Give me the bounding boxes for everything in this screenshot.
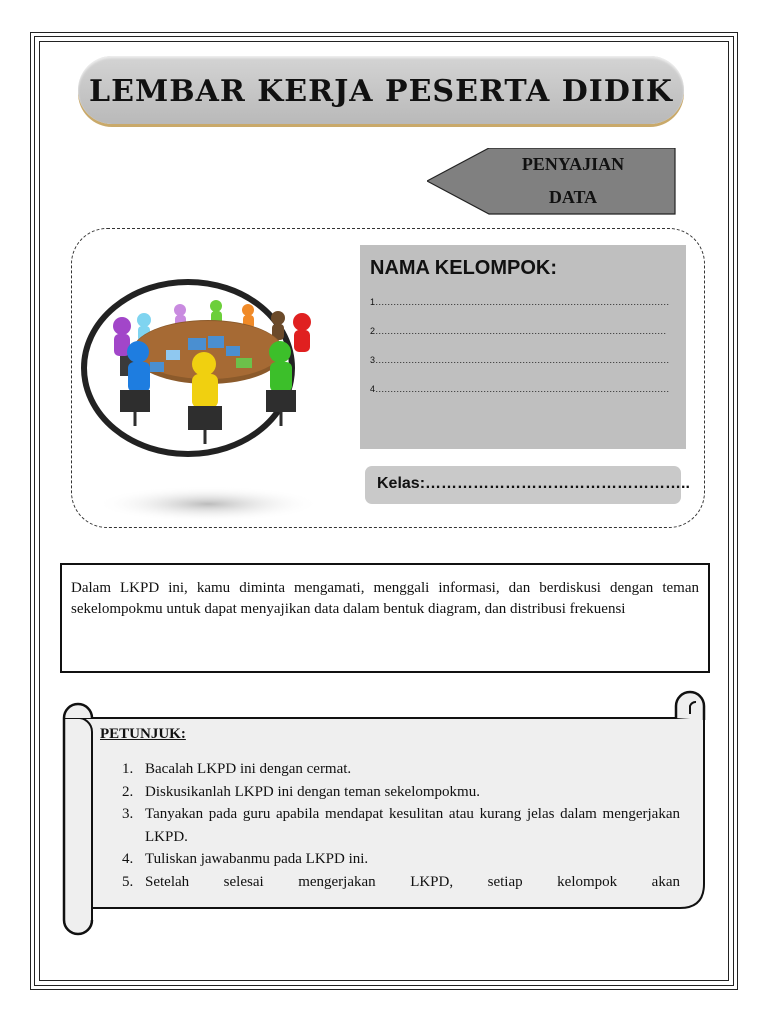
instruction-text: Tanyakan pada guru apabila mendapat kesulitan atau kurang jelas dalam mengerjakan LKPD. <box>145 806 680 845</box>
instruction-item <box>118 781 680 804</box>
instruction-text: Bacalah LKPD ini dengan cermat. <box>145 761 352 777</box>
intro-text: Dalam LKPD ini, kamu diminta mengamati, menggali informasi, dan berdiskusi dengan teman sekelompokmu untuk dapat menyajikan data dalam bentuk diagram, dan distribusi frekuensi <box>71 580 699 617</box>
instruction-text: Diskusikanlah LKPD ini dengan teman sekelompokmu. <box>145 783 480 800</box>
section-tag <box>470 148 676 214</box>
instruction-text: Setelah selesai mengerjakan LKPD, setiap kelompok akan <box>145 873 680 890</box>
instruction-item <box>118 803 680 848</box>
class-label: Kelas:………………………………………….. <box>377 475 690 492</box>
section-tag-line1: PENYAJIAN <box>521 154 625 174</box>
member-line-1[interactable]: 1.................................................................................................. <box>370 297 670 307</box>
group-name-panel <box>360 245 686 449</box>
instruction-number: 3. <box>122 806 134 822</box>
instructions-title: PETUNJUK: <box>100 726 186 742</box>
group-name-heading: NAMA KELOMPOK: <box>370 257 558 279</box>
instruction-number: 2. <box>122 783 134 800</box>
instruction-number: 5. <box>122 873 134 890</box>
class-field[interactable] <box>365 466 690 504</box>
group-discussion-illustration <box>80 266 336 522</box>
instruction-item <box>118 848 680 871</box>
intro-box <box>60 563 710 673</box>
instruction-item <box>118 871 680 894</box>
instruction-number: 1. <box>122 761 134 777</box>
instruction-number: 4. <box>122 851 134 867</box>
instruction-text: Tuliskan jawabanmu pada LKPD ini. <box>145 851 369 867</box>
section-tag-line2: DATA <box>548 187 598 207</box>
member-line-2[interactable]: 2................................................................................................. <box>370 326 667 336</box>
page-title: LEMBAR KERJA PESERTA DIDIK <box>89 74 673 109</box>
instruction-item <box>118 758 680 781</box>
member-line-4[interactable]: 4.................................................................................................. <box>370 384 670 394</box>
member-line-3[interactable]: 3.................................................................................................. <box>370 355 670 365</box>
instructions-list <box>118 758 680 893</box>
